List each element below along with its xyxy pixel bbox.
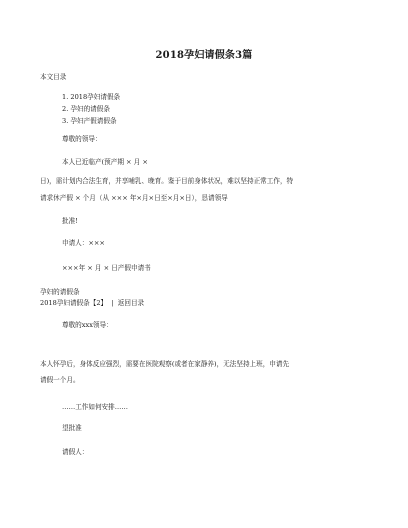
toc-heading: 本文目录 bbox=[40, 73, 67, 81]
section2-subheading: 2018孕妇请假条【2】 bbox=[40, 299, 108, 307]
letter1-applicant: 申请人：××× bbox=[62, 239, 105, 247]
letter1-body-line: 日)，需计划内合法生育，并享哺乳、晚育。鉴于目前身体状况，难以坚持正常工作，特 bbox=[40, 177, 294, 185]
letter1-date: ×××年 × 月 × 日产假申请书 bbox=[62, 264, 151, 272]
letter1-body-line: 本人已近临产(预产期 × 月 × bbox=[62, 158, 148, 166]
letter1-salutation: 尊敬的领导： bbox=[62, 135, 102, 143]
toc-item-1[interactable]: 1. 2018孕妇请假条 bbox=[62, 93, 121, 101]
letter1-body-line: 请求休产假 × 个月（从 ××× 年×月×日至×月×日），恳请领导 bbox=[40, 194, 228, 202]
letter2-ellipsis-line: ……工作如何安排…… bbox=[62, 403, 128, 411]
letter2-body-line: 请假一个月。 bbox=[40, 376, 80, 384]
toc-item-2[interactable]: 2. 孕妇的请假条 bbox=[62, 105, 110, 113]
letter1-closing: 批准! bbox=[62, 217, 78, 225]
letter2-applicant: 请假人： bbox=[62, 448, 89, 456]
letter2-body-line: 本人怀孕后，身体反应强烈，需要在医院观察(或者在家静养)，无法坚持上班，申请先 bbox=[40, 360, 290, 368]
letter2-salutation: 尊敬的xxx领导： bbox=[62, 321, 113, 329]
section2-subheading-row bbox=[40, 300, 144, 307]
letter2-closing: 望批准 bbox=[62, 424, 82, 432]
toc-item-3[interactable]: 3. 孕妇产假请假条 bbox=[62, 117, 117, 125]
section2-heading: 孕妇的请假条 bbox=[40, 288, 80, 296]
return-to-toc-link[interactable]: 返回目录 bbox=[117, 299, 145, 307]
document-title: 2018孕妇请假条3篇 bbox=[155, 50, 253, 61]
separator: | bbox=[109, 299, 116, 307]
